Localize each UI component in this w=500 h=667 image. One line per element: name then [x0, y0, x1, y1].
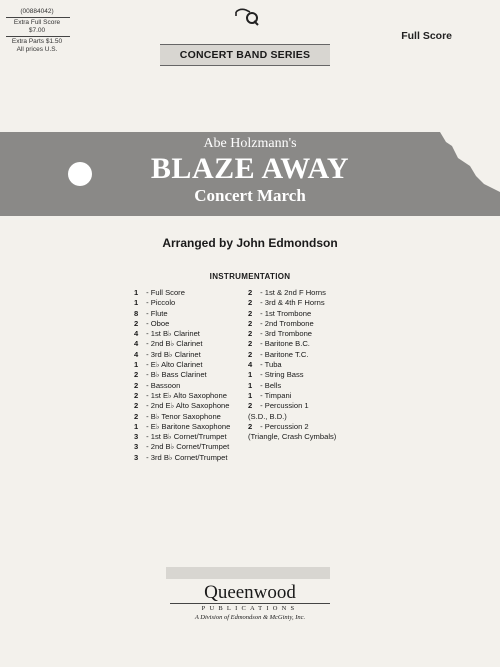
list-item: 2 - 2nd E♭ Alto Saxophone [134, 401, 230, 411]
list-item: 1 - Piccolo [134, 298, 176, 308]
list-item: 1 - Bells [248, 380, 282, 390]
list-item: 2 - 1st & 2nd F Horns [248, 288, 326, 297]
list-item: 2 - 2nd Trombone [248, 318, 314, 328]
price-rule [6, 36, 70, 37]
title-band [0, 132, 500, 216]
list-item: 3 - 3rd B♭ Cornet/Trumpet [134, 452, 228, 462]
series-label: CONCERT BAND SERIES [179, 49, 311, 61]
price-rule [6, 17, 70, 18]
list-item: 2 - B♭ Bass Clarinet [134, 370, 207, 380]
list-item: 4 - 1st B♭ Clarinet [134, 329, 200, 339]
instrumentation-heading: INSTRUMENTATION [209, 272, 291, 281]
instrumentation-right-column [248, 288, 336, 442]
piece-subtitle: Concert March [194, 186, 306, 205]
list-item: 1 - E♭ Alto Clarinet [134, 360, 203, 370]
full-score-label: Full Score [401, 30, 452, 42]
list-item: 1 - String Bass [248, 370, 304, 380]
list-item: 2 - 3rd & 4th F Horns [248, 298, 325, 308]
publisher-subtitle: PUBLICATIONS [170, 603, 330, 612]
list-item: 2 - Bassoon [134, 380, 181, 390]
catalog-code: (00884042) [20, 8, 54, 15]
currency-note: All prices U.S. [16, 46, 58, 53]
list-item-note: (Triangle, Crash Cymbals) [248, 432, 337, 442]
list-item: 4 - 2nd B♭ Clarinet [134, 339, 203, 349]
footer-bar [166, 567, 330, 579]
list-item: 4 - Tuba [248, 360, 282, 370]
list-item: 2 - B♭ Tenor Saxophone [134, 411, 221, 421]
horn-q-logo-icon [234, 6, 260, 26]
series-banner [160, 44, 330, 66]
instrumentation-left-column [134, 288, 230, 463]
price-box [6, 8, 68, 55]
list-item: 2 - Oboe [134, 318, 170, 328]
full-score-price: Extra Full Score $7.00 [13, 18, 61, 34]
composer-credit: Abe Holzmann's [203, 136, 297, 151]
list-item: 2 - Baritone T.C. [248, 349, 309, 359]
list-item: 2 - Percussion 2 [248, 421, 309, 431]
list-item: 1 - E♭ Baritone Saxophone [134, 421, 231, 431]
list-item: 3 - 2nd B♭ Cornet/Trumpet [134, 442, 230, 452]
list-item: 2 - Percussion 1 [248, 401, 309, 411]
piece-title: BLAZE AWAY [150, 152, 350, 185]
list-item: 2 - Baritone B.C. [248, 339, 310, 349]
list-item: 2 - 3rd Trombone [248, 329, 313, 339]
list-item: 2 - 1st E♭ Alto Saxophone [134, 390, 227, 400]
list-item: 3 - 1st B♭ Cornet/Trumpet [134, 432, 227, 442]
publisher-name: Queenwood [204, 582, 296, 603]
list-item: 2 - 1st Trombone [248, 308, 312, 318]
list-item: 8 - Flute [134, 308, 168, 318]
list-item: 1 - Timpani [248, 390, 292, 400]
publisher-division: A Division of Edmondson & McGinty, Inc. [194, 614, 306, 621]
list-item-note: (S.D., B.D.) [248, 411, 287, 421]
list-item: 4 - 3rd B♭ Clarinet [134, 349, 201, 359]
arranger-credit: Arranged by John Edmondson [162, 236, 338, 250]
parts-price: Extra Parts $1.50 [11, 37, 63, 45]
list-item: 1 - Full Score [134, 288, 185, 297]
